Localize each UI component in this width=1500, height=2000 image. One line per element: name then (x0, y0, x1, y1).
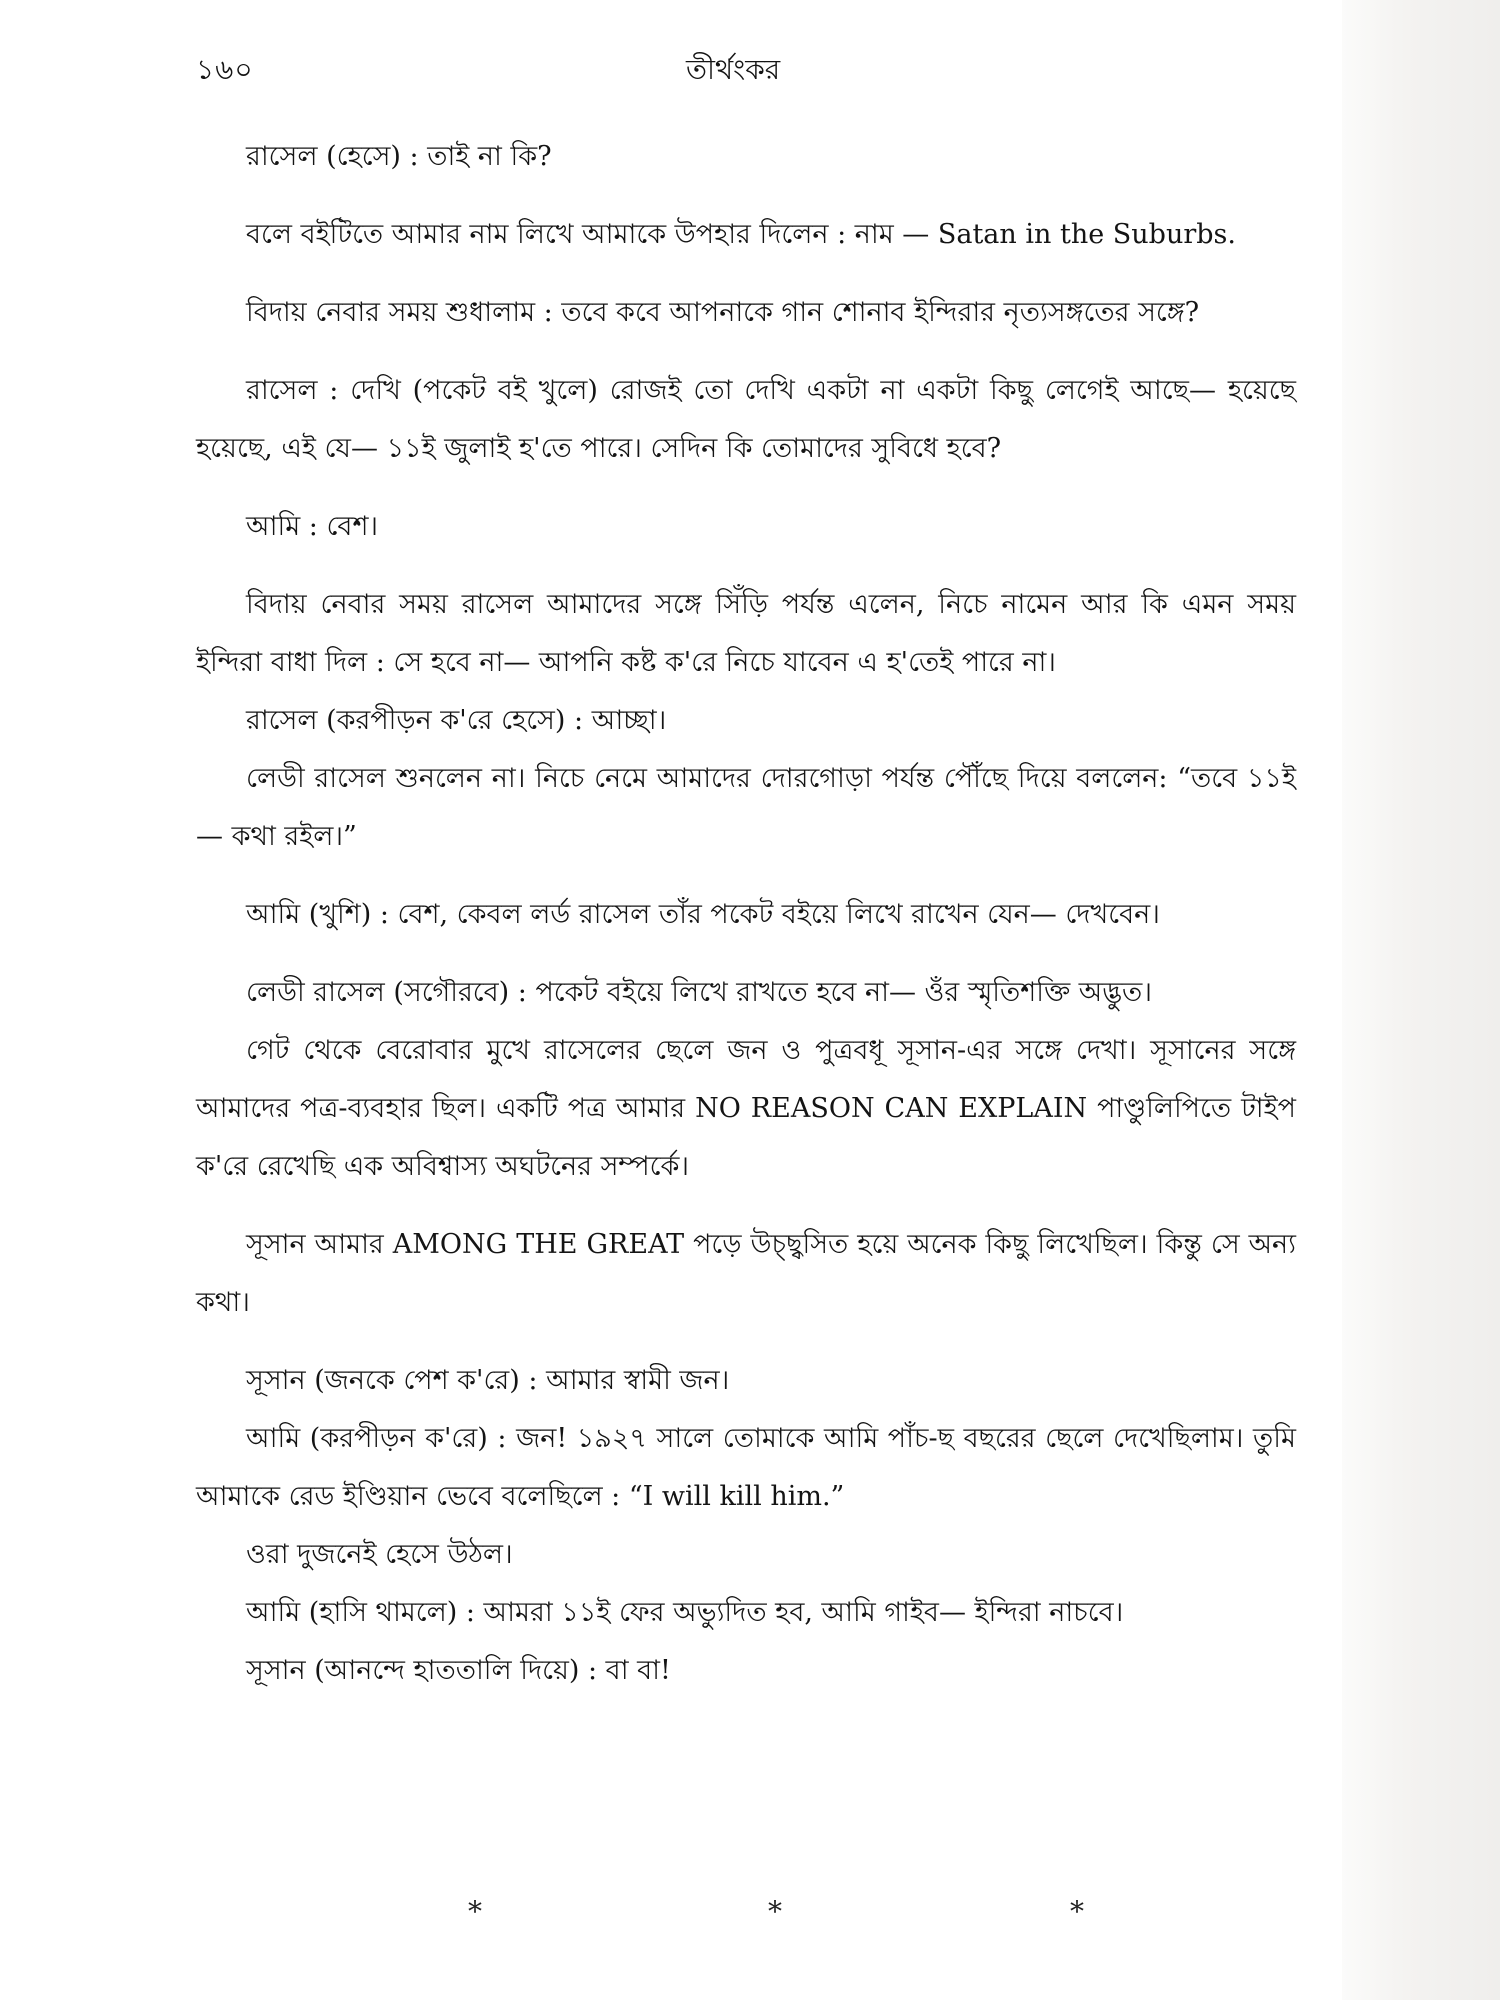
section-break-asterisk: * (468, 1895, 482, 1928)
paragraph-3: বিদায় নেবার সময় শুধালাম : তবে কবে আপনাকে গান শোনাব ইন্দিরার নৃত্যসঙ্গতের সঙ্গে? (246, 297, 1200, 328)
paragraph-13: সূসান (জনকে পেশ ক'রে) : আমার স্বামী জন। (246, 1365, 730, 1396)
paragraph-12: সূসান আমার AMONG THE GREAT পড়ে উচ্ছ্বসিত হয়ে অনেক কিছু লিখেছিল। কিন্তু সে অন্য কথা। (196, 1229, 1296, 1318)
section-break (196, 1895, 1296, 1935)
paragraph-11: গেট থেকে বেরোবার মুখে রাসেলের ছেলে জন ও পুত্রবধূ সূসান-এর সঙ্গে দেখা। সূসানের সঙ্গে আমাদের পত্র-ব্যবহার ছিল। একটি পত্র আমার NO REASON CAN EXPLAIN পাণ্ডুলিপিতে টাইপ ক'রে রেখেছি এক অবিশ্বাস্য অঘটনের সম্পর্কে। (196, 1035, 1296, 1182)
paragraph-14: আমি (করপীড়ন ক'রে) : জন! ১৯২৭ সালে তোমাকে আমি পাঁচ-ছ বছরের ছেলে দেখেছিলাম। তুমি আমাকে রেড ইণ্ডিয়ান ভেবে বলেছিলে : “I will kill him.” (196, 1423, 1296, 1512)
paragraph-17: সূসান (আনন্দে হাততালি দিয়ে) : বা বা! (246, 1655, 671, 1686)
page-number: ১৬০ (196, 53, 254, 86)
running-title: তীর্থংকর (686, 53, 781, 86)
paragraph-8: লেডী রাসেল শুনলেন না। নিচে নেমে আমাদের দোরগোড়া পর্যন্ত পৌঁছে দিয়ে বললেন: “তবে ১১ই— কথা রইল।” (196, 763, 1296, 852)
paragraph-6: বিদায় নেবার সময় রাসেল আমাদের সঙ্গে সিঁড়ি পর্যন্ত এলেন, নিচে নামেন আর কি এমন সময় ইন্দিরা বাধা দিল : সে হবে না— আপনি কষ্ট ক'রে নিচে যাবেন এ হ'তেই পারে না। (196, 589, 1296, 678)
paragraph-16: আমি (হাসি থামলে) : আমরা ১১ই ফের অভ্যুদিত হব, আমি গাইব— ইন্দিরা নাচবে। (246, 1597, 1124, 1628)
paragraph-15: ওরা দুজনেই হেসে উঠল। (246, 1539, 513, 1570)
paragraph-5: আমি : বেশ। (246, 511, 379, 542)
paper-edge-shadow (1342, 0, 1500, 2000)
page-header (196, 48, 1296, 108)
paragraph-7: রাসেল (করপীড়ন ক'রে হেসে) : আচ্ছা। (246, 705, 667, 736)
section-break-asterisk: * (1070, 1895, 1084, 1928)
section-break-asterisk: * (768, 1895, 782, 1928)
body-text (196, 128, 1296, 1700)
paragraph-9: আমি (খুশি) : বেশ, কেবল লর্ড রাসেল তাঁর পকেট বইয়ে লিখে রাখেন যেন— দেখবেন। (246, 899, 1160, 930)
paragraph-4: রাসেল : দেখি (পকেট বই খুলে) রোজই তো দেখি একটা না একটা কিছু লেগেই আছে— হয়েছে হয়েছে, এই যে— ১১ই জুলাই হ'তে পারে। সেদিন কি তোমাদের সুবিধে হবে? (196, 375, 1296, 464)
paragraph-1: রাসেল (হেসে) : তাই না কি? (246, 141, 552, 172)
paragraph-10: লেডী রাসেল (সগৌরবে) : পকেট বইয়ে লিখে রাখতে হবে না— ওঁর স্মৃতিশক্তি অদ্ভুত। (246, 977, 1152, 1008)
paragraph-2: বলে বইটিতে আমার নাম লিখে আমাকে উপহার দিলেন : নাম — Satan in the Suburbs. (246, 219, 1236, 250)
